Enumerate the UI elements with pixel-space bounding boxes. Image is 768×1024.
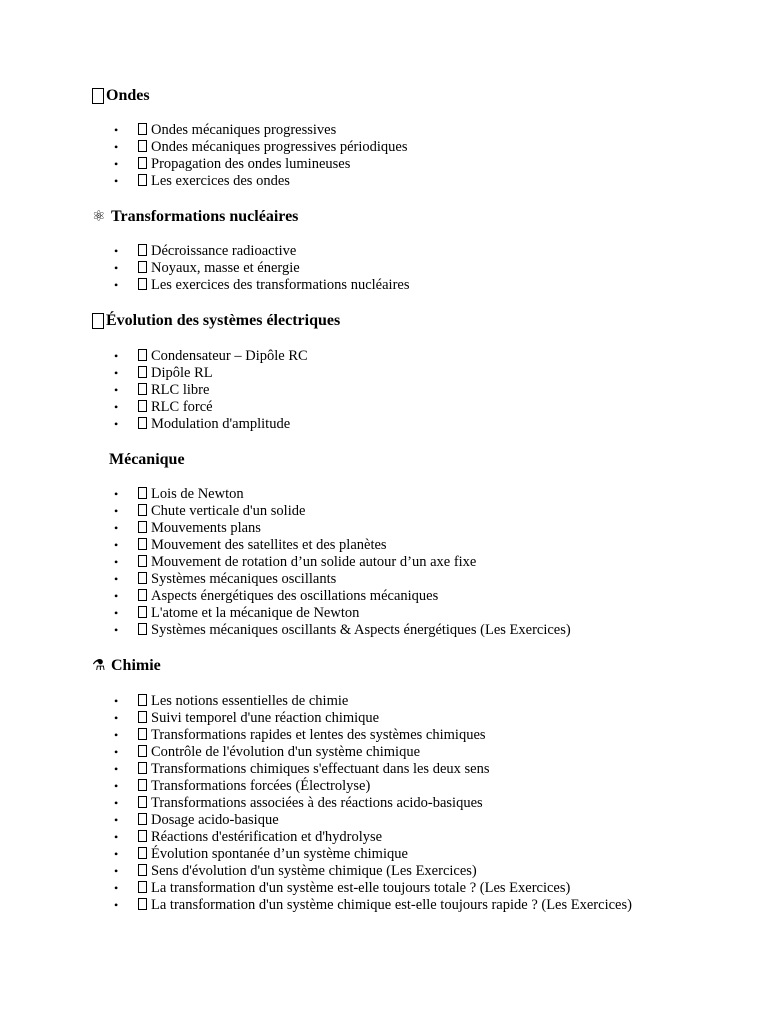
list-item[interactable] xyxy=(114,727,632,744)
list-item-label: RLC libre xyxy=(151,382,210,398)
list-item-label: Contrôle de l'évolution d'un système chimique xyxy=(151,744,421,760)
list-item[interactable] xyxy=(114,588,571,605)
exercise-item-icon xyxy=(138,278,147,290)
list-item-label: La transformation d'un système chimique est-elle toujours rapide ? (Les Exercices) xyxy=(151,897,632,913)
list-item-label: Les notions essentielles de chimie xyxy=(151,693,349,709)
timer-item-icon xyxy=(138,711,147,723)
section-heading xyxy=(92,449,732,471)
bullet: • xyxy=(114,762,119,776)
list-item[interactable] xyxy=(114,382,308,399)
section-heading xyxy=(92,85,732,107)
section-ondes xyxy=(92,85,732,189)
bullet: • xyxy=(114,417,119,431)
list-item[interactable] xyxy=(114,863,632,880)
bullet: • xyxy=(114,366,119,380)
list-item-label: L'atome et la mécanique de Newton xyxy=(151,605,360,621)
list-item[interactable] xyxy=(114,710,632,727)
section-systemes-electriques xyxy=(92,310,732,432)
flask-icon: ⚗ xyxy=(92,658,106,674)
section-title: Chimie xyxy=(111,657,161,674)
list-item[interactable] xyxy=(114,622,571,639)
control-item-icon xyxy=(138,745,147,757)
bullet: • xyxy=(114,589,119,603)
energy-item-icon xyxy=(138,589,147,601)
lightning-icon xyxy=(92,313,104,329)
dropper-item-icon xyxy=(138,813,147,825)
list-item[interactable] xyxy=(114,605,571,622)
capacitor-item-icon xyxy=(138,349,147,361)
list-item-label: Sens d'évolution d'un système chimique (Les Exercices) xyxy=(151,863,477,879)
fall-item-icon xyxy=(138,504,147,516)
radioactive-item-icon xyxy=(138,244,147,256)
list-item[interactable] xyxy=(114,778,632,795)
spring-item-icon xyxy=(138,572,147,584)
list-item[interactable] xyxy=(114,571,571,588)
list-item-label: Systèmes mécaniques oscillants & Aspects énergétiques (Les Exercices) xyxy=(151,622,571,638)
atom-item-icon xyxy=(138,606,147,618)
list-item[interactable] xyxy=(114,416,308,433)
list-item-label: Mouvements plans xyxy=(151,520,261,536)
topic-list xyxy=(114,243,409,294)
list-item[interactable] xyxy=(114,846,632,863)
topic-list xyxy=(114,348,308,433)
energy-item-icon xyxy=(138,261,147,273)
bullet: • xyxy=(114,606,119,620)
list-item[interactable] xyxy=(114,399,308,416)
list-item-label: Noyaux, masse et énergie xyxy=(151,260,300,276)
bullet: • xyxy=(114,140,119,154)
bullet: • xyxy=(114,157,119,171)
list-item-label: Chute verticale d'un solide xyxy=(151,503,306,519)
section-title: Évolution des systèmes électriques xyxy=(106,312,341,329)
list-item[interactable] xyxy=(114,156,408,173)
bullet: • xyxy=(114,504,119,518)
chart-item-icon xyxy=(138,847,147,859)
book-item-icon xyxy=(138,694,147,706)
trajectory-item-icon xyxy=(138,521,147,533)
list-item-label: Dosage acido-basique xyxy=(151,812,279,828)
list-item-label: Mouvement de rotation d’un solide autour d’un axe fixe xyxy=(151,554,477,570)
section-title: Transformations nucléaires xyxy=(111,208,299,225)
exercise-item-icon xyxy=(138,623,147,635)
bullet: • xyxy=(114,881,119,895)
bullet: • xyxy=(114,123,119,137)
list-item-label: Mouvement des satellites et des planètes xyxy=(151,537,387,553)
bullet: • xyxy=(114,572,119,586)
section-mecanique xyxy=(92,449,732,638)
list-item-label: Lois de Newton xyxy=(151,486,244,502)
section-chimie xyxy=(92,655,732,913)
bullet: • xyxy=(114,487,119,501)
list-item[interactable] xyxy=(114,880,632,897)
list-item[interactable] xyxy=(114,260,409,277)
flask-item-icon xyxy=(138,830,147,842)
test-tube-item-icon xyxy=(138,796,147,808)
circuit-item-icon xyxy=(138,383,147,395)
bullet: • xyxy=(114,745,119,759)
list-item-label: RLC forcé xyxy=(151,399,213,415)
bullet: • xyxy=(114,864,119,878)
bullet: • xyxy=(114,538,119,552)
bullet: • xyxy=(114,830,119,844)
topic-list xyxy=(114,122,408,190)
bullet: • xyxy=(114,779,119,793)
battery-item-icon xyxy=(138,779,147,791)
topic-list xyxy=(114,693,632,914)
list-item[interactable] xyxy=(114,897,632,914)
list-item[interactable] xyxy=(114,503,571,520)
satellite-item-icon xyxy=(138,538,147,550)
list-item[interactable] xyxy=(114,554,571,571)
bullet: • xyxy=(114,694,119,708)
list-item[interactable] xyxy=(114,173,408,190)
exercise-item-icon xyxy=(138,898,147,910)
speed-item-icon xyxy=(138,728,147,740)
list-item[interactable] xyxy=(114,829,632,846)
list-item[interactable] xyxy=(114,795,632,812)
apple-item-icon xyxy=(138,487,147,499)
list-item-label: Transformations forcées (Électrolyse) xyxy=(151,778,371,794)
list-item-label: Transformations associées à des réactions acido-basiques xyxy=(151,795,483,811)
list-item[interactable] xyxy=(114,243,409,260)
bullet: • xyxy=(114,261,119,275)
list-item[interactable] xyxy=(114,122,408,139)
list-item[interactable] xyxy=(114,693,632,710)
bullet: • xyxy=(114,711,119,725)
list-item-label: Les exercices des transformations nucléaires xyxy=(151,277,410,293)
section-heading xyxy=(92,206,732,228)
section-title: Mécanique xyxy=(109,451,185,468)
list-item-label: Propagation des ondes lumineuses xyxy=(151,156,351,172)
section-title: Ondes xyxy=(106,87,150,104)
list-item[interactable] xyxy=(114,277,409,294)
list-item[interactable] xyxy=(114,812,632,829)
section-heading xyxy=(92,310,732,332)
list-item-label: Dipôle RL xyxy=(151,365,213,381)
bullet: • xyxy=(114,521,119,535)
bullet: • xyxy=(114,400,119,414)
topic-list xyxy=(114,486,571,639)
exercise-item-icon xyxy=(138,881,147,893)
wave-icon xyxy=(92,88,104,104)
atom-icon: ⚛ xyxy=(92,209,106,225)
list-item-label: Aspects énergétiques des oscillations mécaniques xyxy=(151,588,439,604)
list-item-label: Ondes mécaniques progressives xyxy=(151,122,337,138)
list-item[interactable] xyxy=(114,744,632,761)
section-transformations-nucleaires xyxy=(92,206,732,293)
list-item-label: Modulation d'amplitude xyxy=(151,416,291,432)
bullet: • xyxy=(114,728,119,742)
wave-item-icon xyxy=(138,140,147,152)
bullet: • xyxy=(114,555,119,569)
light-item-icon xyxy=(138,157,147,169)
list-item-label: Condensateur – Dipôle RC xyxy=(151,348,308,364)
list-item-label: Les exercices des ondes xyxy=(151,173,290,189)
rotation-item-icon xyxy=(138,555,147,567)
bullet: • xyxy=(114,813,119,827)
list-item[interactable] xyxy=(114,139,408,156)
list-item-label: Suivi temporel d'une réaction chimique xyxy=(151,710,380,726)
section-heading xyxy=(92,655,732,677)
list-item-label: Réactions d'estérification et d'hydrolyse xyxy=(151,829,383,845)
circuit-item-icon xyxy=(138,400,147,412)
exercise-item-icon xyxy=(138,864,147,876)
bullet: • xyxy=(114,847,119,861)
list-item-label: La transformation d'un système est-elle toujours totale ? (Les Exercices) xyxy=(151,880,571,896)
list-item-label: Transformations chimiques s'effectuant dans les deux sens xyxy=(151,761,490,777)
list-item-label: Décroissance radioactive xyxy=(151,243,297,259)
list-item[interactable] xyxy=(114,537,571,554)
list-item[interactable] xyxy=(114,348,308,365)
list-item-label: Systèmes mécaniques oscillants xyxy=(151,571,337,587)
signal-item-icon xyxy=(138,417,147,429)
exercise-item-icon xyxy=(138,174,147,186)
list-item[interactable] xyxy=(114,520,571,537)
bullet: • xyxy=(114,244,119,258)
coil-item-icon xyxy=(138,366,147,378)
bullet: • xyxy=(114,349,119,363)
wave-item-icon xyxy=(138,123,147,135)
bullet: • xyxy=(114,174,119,188)
bullet: • xyxy=(114,278,119,292)
bullet: • xyxy=(114,796,119,810)
bullet: • xyxy=(114,623,119,637)
list-item[interactable] xyxy=(114,365,308,382)
arrows-item-icon xyxy=(138,762,147,774)
bullet: • xyxy=(114,383,119,397)
list-item[interactable] xyxy=(114,486,571,503)
list-item-label: Évolution spontanée d’un système chimique xyxy=(151,846,408,862)
bullet: • xyxy=(114,898,119,912)
list-item[interactable] xyxy=(114,761,632,778)
list-item-label: Transformations rapides et lentes des systèmes chimiques xyxy=(151,727,486,743)
list-item-label: Ondes mécaniques progressives périodiques xyxy=(151,139,408,155)
